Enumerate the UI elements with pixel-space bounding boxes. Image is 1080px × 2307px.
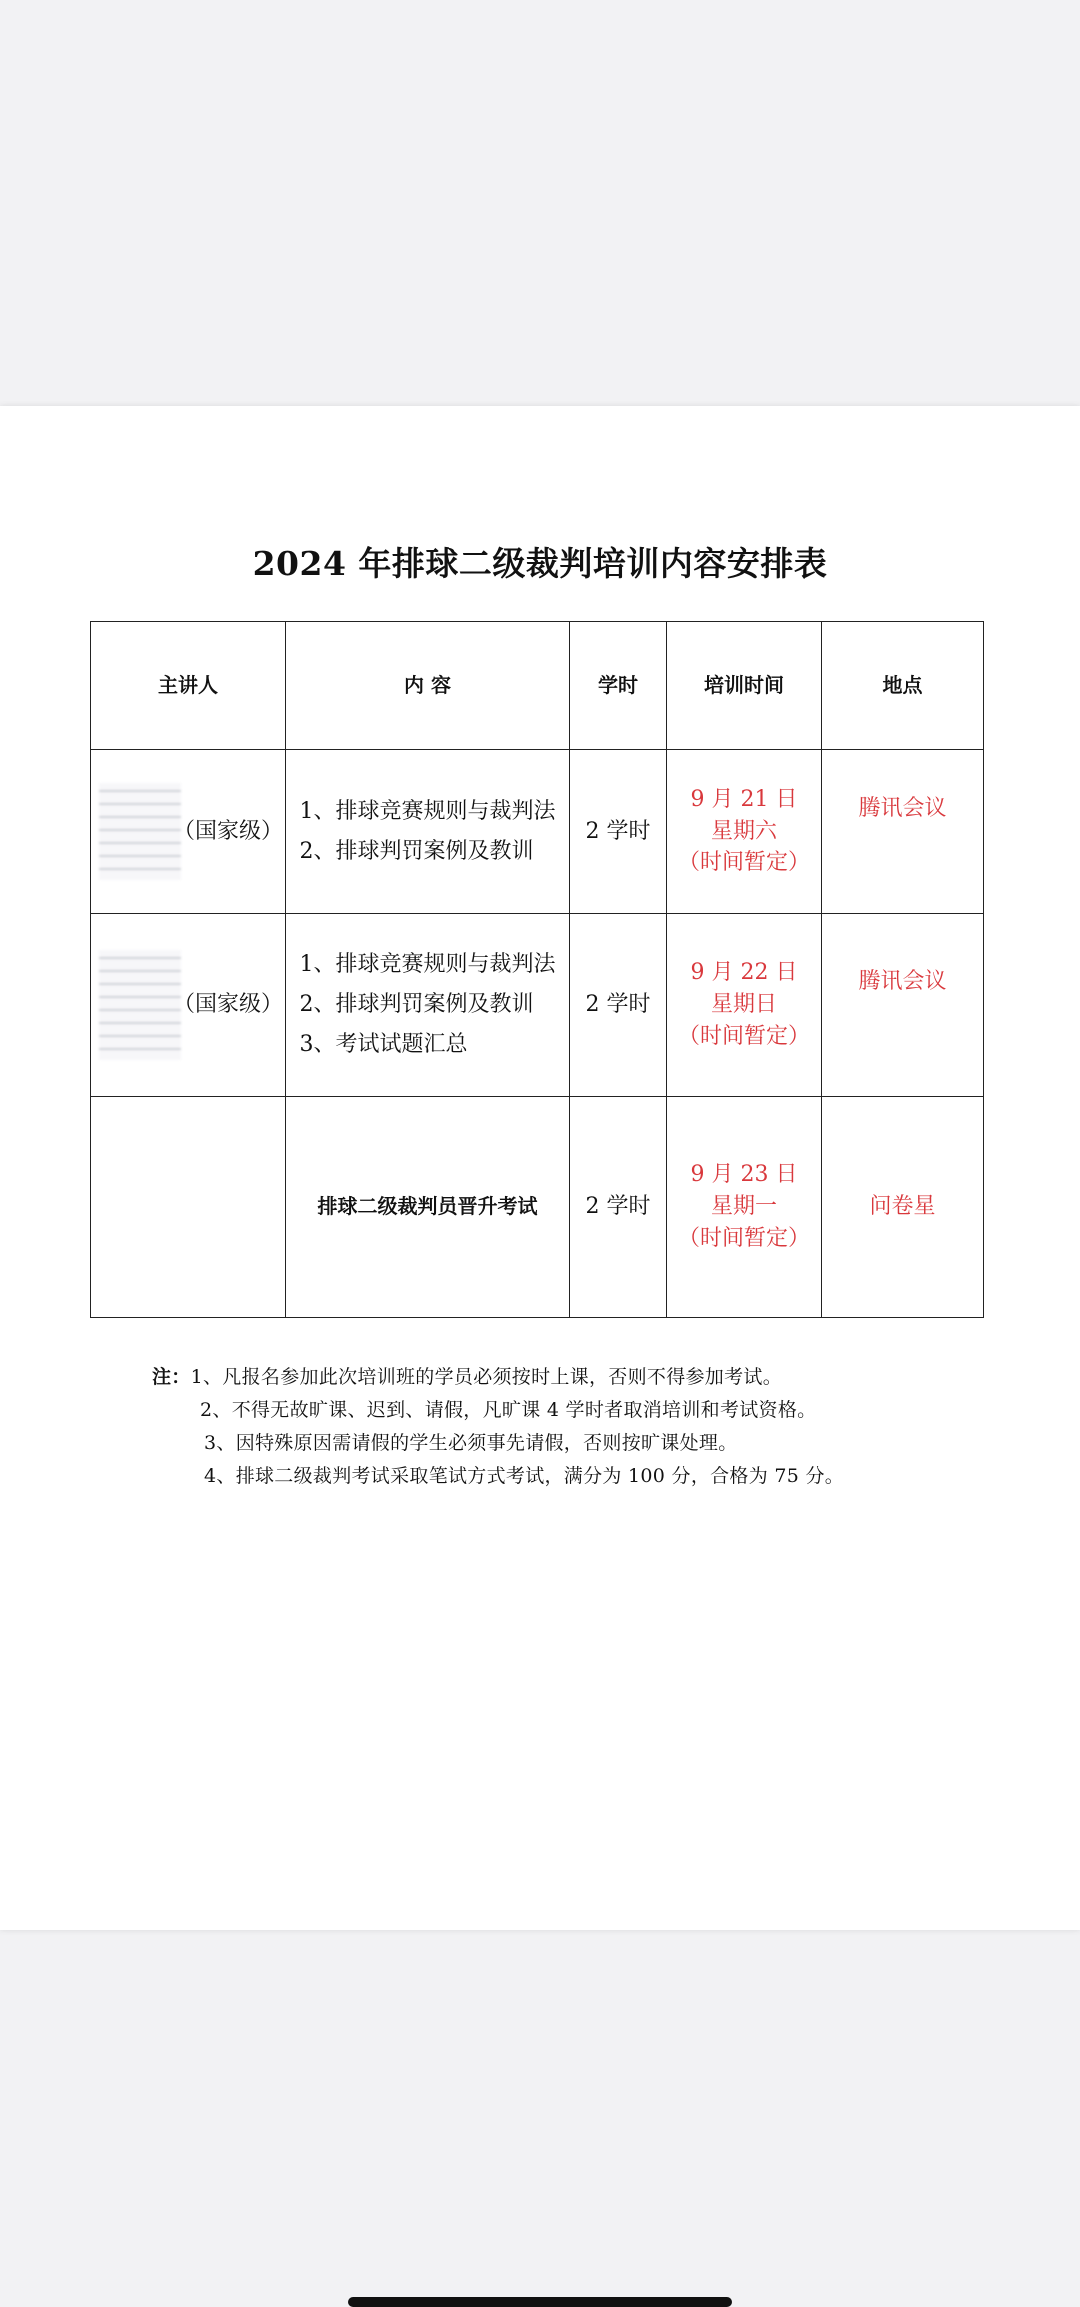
content-item: 3、考试试题汇总 xyxy=(299,1031,468,1057)
exam-title: 排球二级裁判员晋升考试 xyxy=(317,1194,538,1219)
redacted-name xyxy=(99,783,181,881)
time-note: （时间暂定） xyxy=(677,1023,810,1049)
training-weekday: 星期六 xyxy=(710,818,777,844)
location-text: 腾讯会议 xyxy=(858,969,947,994)
content-item: 2、排球判罚案例及教训 xyxy=(299,992,534,1018)
hours-cell: 2 学时 xyxy=(570,914,667,1097)
training-date: 9 月 23 日 xyxy=(690,1162,798,1188)
time-note: （时间暂定） xyxy=(677,1225,810,1251)
training-date: 9 月 22 日 xyxy=(690,960,798,986)
training-weekday: 星期一 xyxy=(710,1194,777,1220)
hours-cell: 2 学时 xyxy=(570,750,667,914)
content-item: 1、排球竞赛规则与裁判法 xyxy=(299,798,556,824)
time-cell xyxy=(667,1097,822,1318)
header-location: 地点 xyxy=(822,622,984,750)
content-item: 1、排球竞赛规则与裁判法 xyxy=(299,952,556,978)
notes-section xyxy=(152,1361,844,1493)
note-line xyxy=(152,1361,844,1394)
note-item: 1、凡报名参加此次培训班的学员必须按时上课，否则不得参加考试。 xyxy=(190,1366,782,1388)
home-indicator[interactable] xyxy=(348,2297,732,2307)
content-item: 2、排球判罚案例及教训 xyxy=(299,838,534,864)
hours-cell: 2 学时 xyxy=(570,1097,667,1318)
document-title: 2024 年排球二级裁判培训内容安排表 xyxy=(252,544,828,583)
training-date: 9 月 21 日 xyxy=(690,786,798,812)
lecturer-cell xyxy=(91,1097,286,1318)
lecturer-level: （国家级） xyxy=(173,818,284,844)
note-line: 3、因特殊原因需请假的学生必须事先请假，否则按旷课处理。 xyxy=(204,1432,738,1454)
table-row xyxy=(91,914,984,1097)
content-cell xyxy=(286,750,570,914)
note-line: 2、不得无故旷课、迟到、请假，凡旷课 4 学时者取消培训和考试资格。 xyxy=(200,1399,817,1421)
location-text: 腾讯会议 xyxy=(858,795,947,821)
content-cell xyxy=(286,914,570,1097)
header-lecturer: 主讲人 xyxy=(91,622,286,750)
header-hours: 学时 xyxy=(570,622,667,750)
document-page xyxy=(0,406,1080,1930)
time-cell xyxy=(667,914,822,1097)
notes-label: 注： xyxy=(152,1366,191,1388)
note-line: 4、排球二级裁判考试采取笔试方式考试，满分为 100 分，合格为 75 分。 xyxy=(204,1465,845,1487)
schedule-table xyxy=(90,621,984,1318)
lecturer-cell xyxy=(91,750,286,914)
time-note: （时间暂定） xyxy=(677,850,810,876)
location-cell xyxy=(822,914,984,1097)
redacted-name xyxy=(99,950,181,1059)
header-content: 内 容 xyxy=(286,622,570,750)
lecturer-cell xyxy=(91,914,286,1097)
lecturer-level: （国家级） xyxy=(173,992,284,1018)
table-row xyxy=(91,750,984,914)
location-cell xyxy=(822,750,984,914)
location-cell: 问卷星 xyxy=(822,1097,984,1318)
time-cell xyxy=(667,750,822,914)
training-weekday: 星期日 xyxy=(710,992,777,1018)
table-row xyxy=(91,1097,984,1318)
header-time: 培训时间 xyxy=(667,622,822,750)
content-cell xyxy=(286,1097,570,1318)
table-header-row xyxy=(91,622,984,750)
